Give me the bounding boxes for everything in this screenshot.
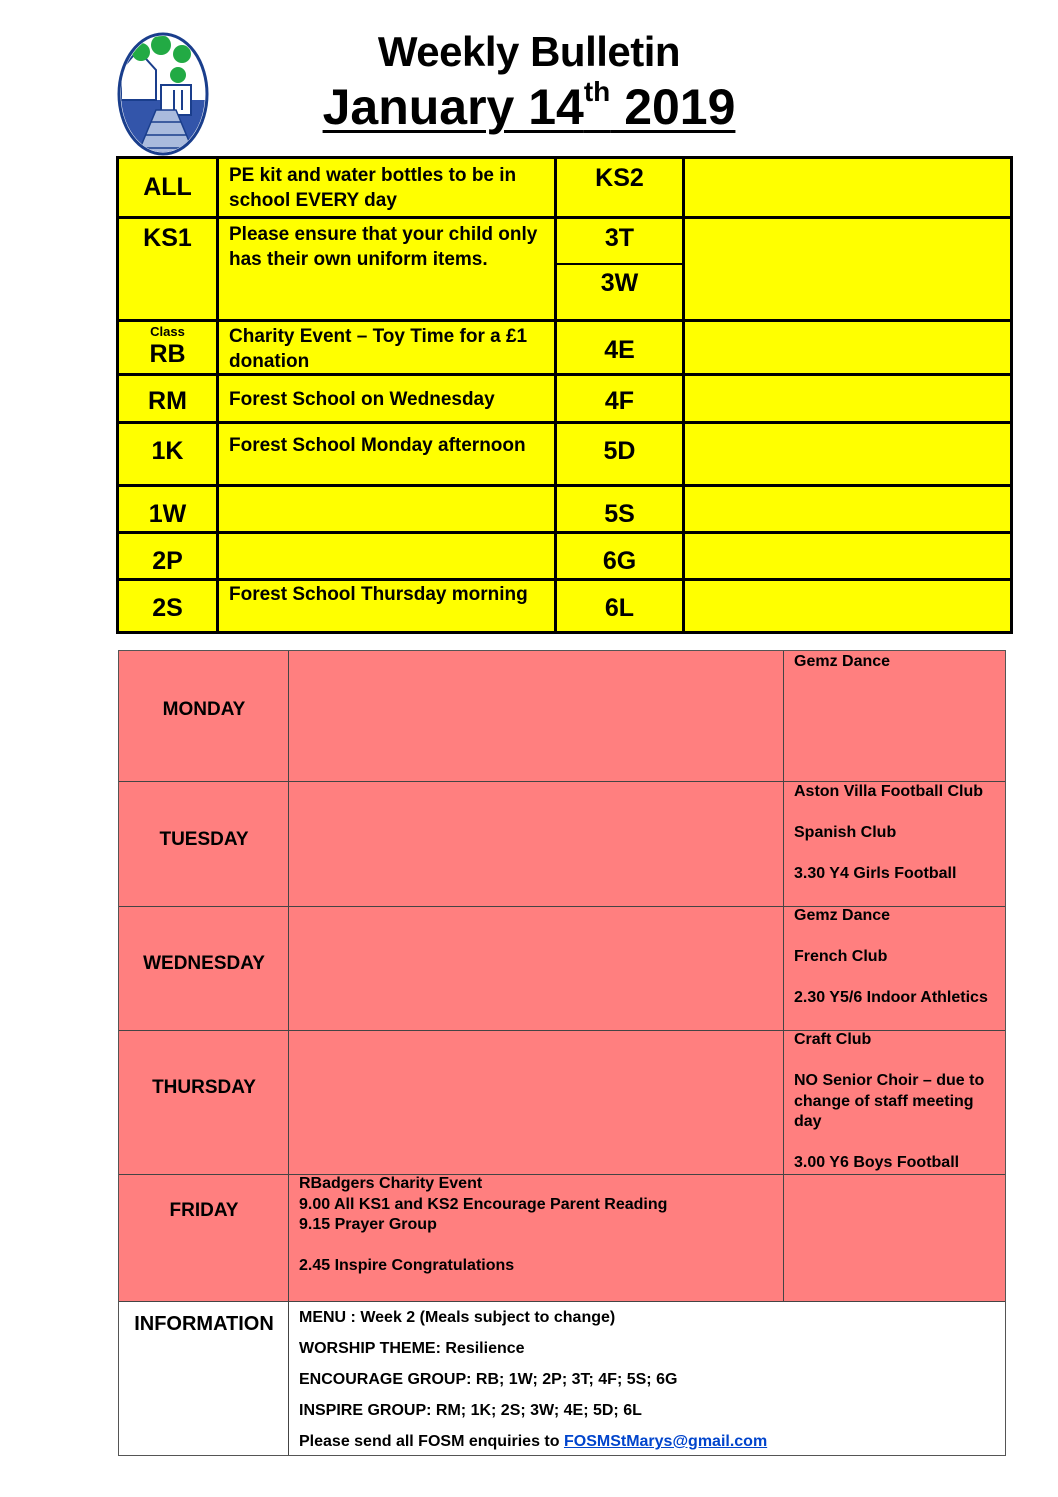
class-note: Charity Event – Toy Time for a £1 donation [229, 326, 528, 372]
schedule-row-thursday [119, 1030, 1005, 1174]
class-label: KS1 [143, 224, 192, 252]
info-encourage: ENCOURAGE GROUP: RB; 1W; 2P; 3T; 4F; 5S; 6G [299, 1371, 678, 1388]
day-events: RBadgers Charity Event 9.00 All KS1 and KS2 Encourage Parent Reading 9.15 Prayer Group 2.45 Inspire Congratulations [299, 1175, 668, 1274]
class-label: 3W [600, 269, 639, 297]
class-note: Please ensure that your child only has their own uniform items. [229, 224, 538, 270]
class-label: 5S [604, 500, 635, 528]
class-note: PE kit and water bottles to be in school EVERY day [229, 165, 517, 211]
info-worship: WORSHIP THEME: Resilience [299, 1340, 525, 1357]
class-notices-table [116, 156, 1013, 634]
info-menu: MENU : Week 2 (Meals subject to change) [299, 1309, 616, 1326]
class-note: Forest School Thursday morning [229, 584, 528, 605]
class-label: 4F [604, 387, 635, 415]
class-label: 3T [604, 224, 635, 252]
schedule-row-wednesday [119, 906, 1005, 1030]
day-activities: Gemz Dance French Club 2.30 Y5/6 Indoor Athletics [794, 907, 988, 1006]
class-label: 4E [604, 336, 635, 364]
class-label: 5D [603, 437, 636, 465]
schedule-row-tuesday [119, 781, 1005, 906]
class-label: 6L [604, 594, 635, 622]
class-label: KS2 [595, 164, 644, 192]
day-label: THURSDAY [152, 1077, 256, 1098]
day-activities: Aston Villa Football Club Spanish Club 3.30 Y4 Girls Football [794, 783, 984, 882]
schedule-row-monday [119, 651, 1005, 781]
class-note: Forest School Monday afternoon [229, 435, 526, 456]
schedule-row-friday [119, 1174, 1005, 1301]
day-label: MONDAY [162, 699, 246, 720]
class-label: 2P [152, 547, 183, 575]
class-label: ALL [143, 173, 192, 201]
fosm-email-link[interactable]: FOSMStMarys@gmail.com [563, 1433, 768, 1450]
class-label: 6G [602, 547, 637, 575]
day-label: WEDNESDAY [143, 953, 265, 974]
class-label: 2S [152, 594, 183, 622]
class-label: 1W [148, 500, 187, 528]
day-activities: Craft Club NO Senior Choir – due to change of staff meeting day 3.00 Y6 Boys Football [794, 1031, 985, 1171]
day-label: FRIDAY [169, 1200, 239, 1221]
information-label: INFORMATION [134, 1313, 274, 1335]
bulletin-date: January 14th 2019 [322, 76, 736, 135]
weekly-schedule-table [118, 650, 1006, 1456]
class-label: RB [149, 340, 186, 368]
day-label: TUESDAY [159, 829, 249, 850]
info-fosm: Please send all FOSM enquiries to FOSMStMarys@gmail.com [299, 1433, 768, 1450]
day-activities: Gemz Dance [794, 653, 891, 670]
page-title: Weekly Bulletin [377, 28, 681, 75]
class-small-label: Class [150, 324, 185, 339]
class-label: 1K [151, 437, 184, 465]
class-note: Forest School on Wednesday [229, 389, 495, 410]
information-row [119, 1301, 1005, 1455]
class-label: RM [148, 387, 187, 415]
info-inspire: INSPIRE GROUP: RM; 1K; 2S; 3W; 4E; 5D; 6L [299, 1402, 642, 1419]
